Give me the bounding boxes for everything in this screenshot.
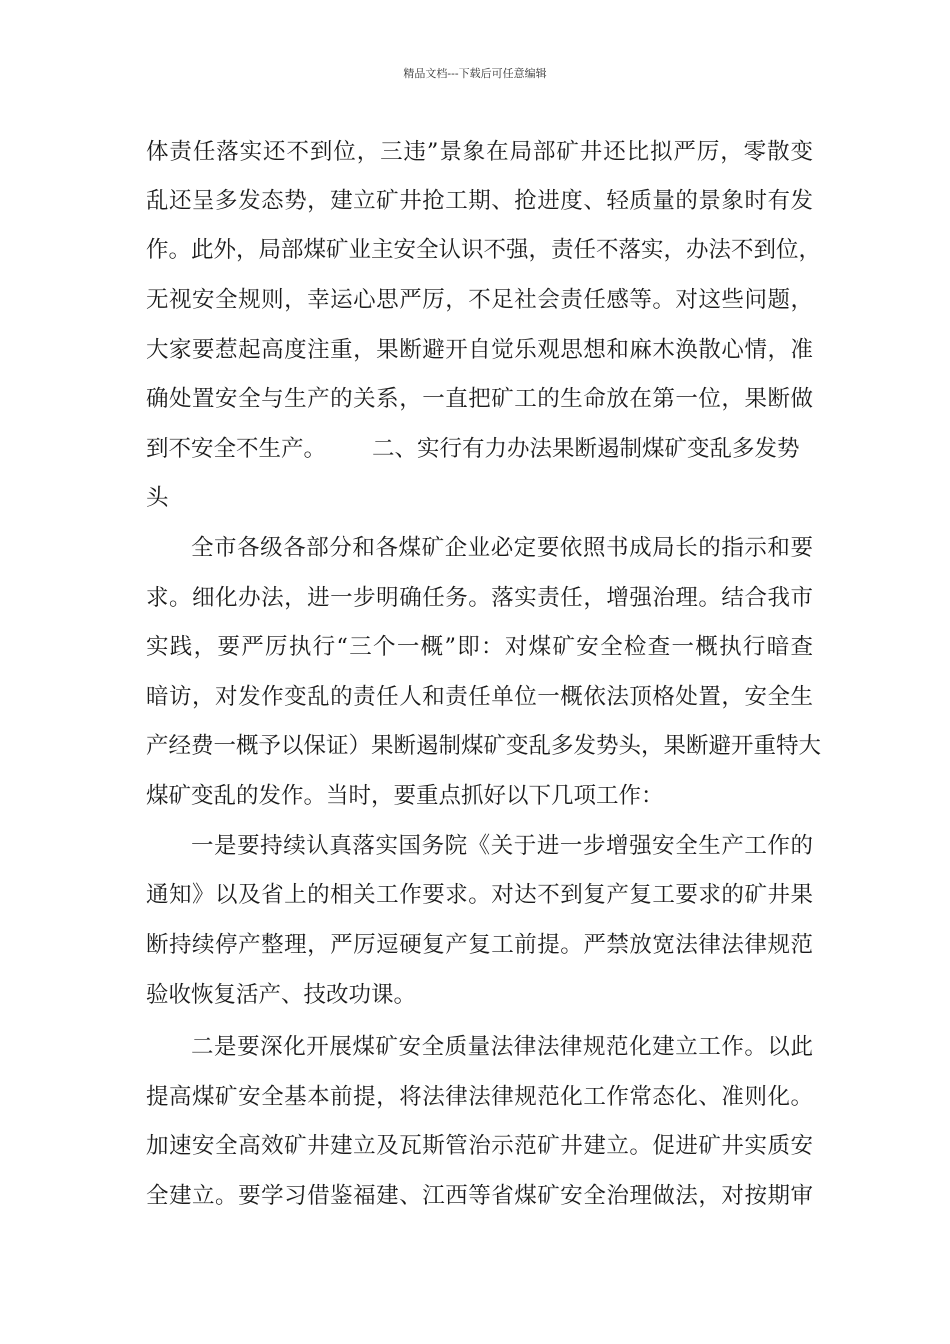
text-line: 头 — [146, 485, 169, 511]
paragraph-first-line: 全市各级各部分和各煤矿企业必定要依照书成局长的指示和要 — [191, 535, 813, 561]
page-header: 精品文档---下载后可任意编辑 — [403, 67, 547, 80]
text-line: 确处置安全与生产的关系，一直把矿工的生命放在第一位，果断做 — [146, 386, 813, 412]
paragraph-first-line: 二是要深化开展煤矿安全质量法律法律规范化建立工作。以此 — [191, 1034, 813, 1060]
text-line: 无视安全规则，幸运心思严厉，不足社会责任感等。对这些问题， — [146, 287, 813, 313]
text-line: 产经费一概予以保证）果断遏制煤矿变乱多发势头，果断避开重特大 — [146, 733, 822, 759]
text-line: 暗访，对发作变乱的责任人和责任单位一概依法顶格处置，安全生 — [146, 684, 813, 710]
text-line: 求。细化办法，进一步明确任务。落实责任，增强治理。结合我市 — [146, 585, 813, 611]
text-line: 提高煤矿安全基本前提，将法律法律规范化工作常态化、准则化。 — [146, 1084, 813, 1110]
text-line: 大家要惹起高度注重，果断避开自觉乐观思想和麻木涣散心情，准 — [146, 337, 813, 363]
text-line: 乱还呈多发态势，建立矿井抢工期、抢进度、轻质量的景象时有发 — [146, 188, 813, 214]
text-line: 验收恢复活产、技改功课。 — [146, 982, 417, 1008]
text-line: 断持续停产整理，严厉逗硬复产复工前提。严禁放宽法律法律规范 — [146, 932, 813, 958]
section-heading: 二、实行有力办法果断遏制煤矿变乱多发势 — [372, 436, 800, 462]
text-line: 作。此外，局部煤矿业主安全认识不强，责任不落实，办法不到位， — [146, 237, 822, 263]
text-line: 加速安全高效矿井建立及瓦斯管治示范矿井建立。促进矿井实质安 — [146, 1133, 813, 1159]
text-line: 煤矿变乱的发作。当时，要重点抓好以下几项工作： — [146, 783, 664, 809]
text-line: 通知》以及省上的相关工作要求。对达不到复产复工要求的矿井果 — [146, 882, 813, 908]
text-line: 全建立。要学习借鉴福建、江西等省煤矿安全治理做法，对按期审 — [146, 1183, 813, 1209]
text-line: 体责任落实还不到位，三违”景象在局部矿井还比拟严厉，零散变 — [146, 139, 813, 165]
text-line: 到不安全不生产。 — [146, 436, 327, 462]
paragraph-first-line: 一是要持续认真落实国务院《关于进一步增强安全生产工作的 — [191, 833, 813, 859]
text-line: 实践，要严厉执行“三个一概”即：对煤矿安全检查一概执行暗查 — [146, 634, 813, 660]
